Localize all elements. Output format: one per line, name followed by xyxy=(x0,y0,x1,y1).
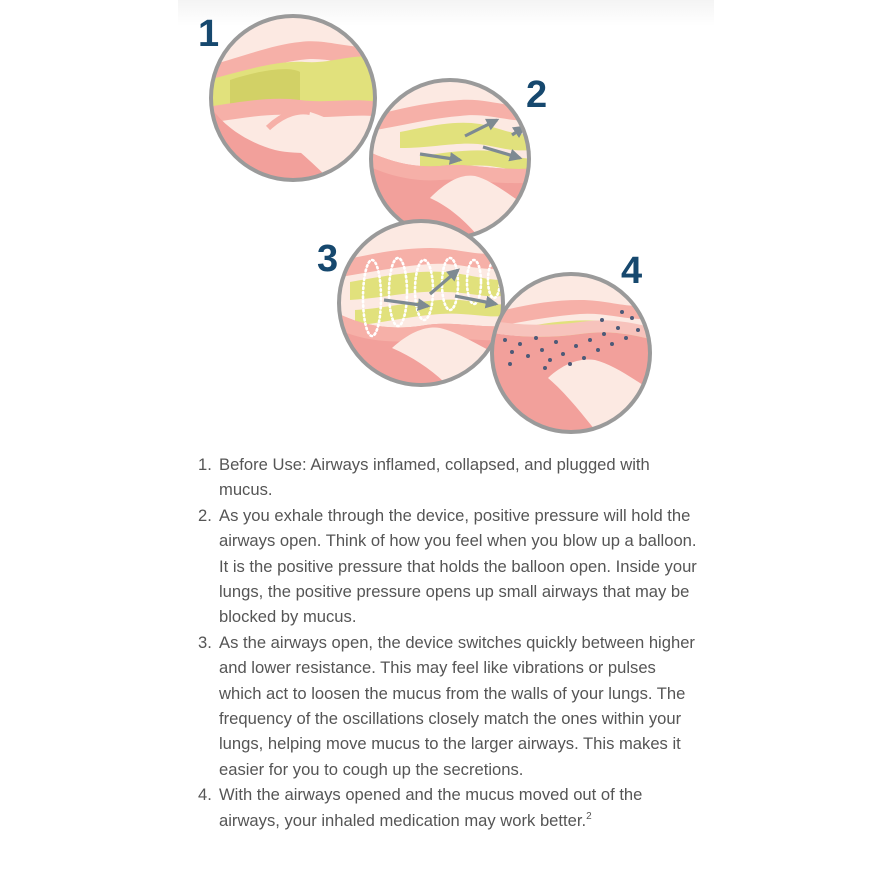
step-text: As you exhale through the device, positive pressure will hold the airways open. Think of how you feel when you blow up a balloon. It is the positive pressure that holds the balloon open. Inside your lungs, the positive pressure opens up small airways that may be blocked by mucus. xyxy=(219,505,697,627)
step-marker: 3. xyxy=(198,632,212,652)
step-marker: 2. xyxy=(198,505,212,525)
steps-list xyxy=(198,452,698,833)
panel-number-2: 2 xyxy=(526,74,548,116)
step-text: With the airways opened and the mucus moved out of the airways, your inhaled medication may work better. xyxy=(219,785,643,830)
step-item-1 xyxy=(198,452,698,503)
airway-circle-4 xyxy=(488,270,654,436)
step-text: Before Use: Airways inflamed, collapsed, and plugged with mucus. xyxy=(219,455,650,500)
panel-number-3: 3 xyxy=(317,238,339,280)
step-text: As the airways open, the device switches quickly between higher and lower resistance. This may feel like vibrations or pulses which act to loosen the mucus from the walls of your lungs. The frequency of the oscillations closely match the ones within your lungs, helping move mucus to the larger airways. This makes it easier for you to cough up the secretions. xyxy=(219,632,695,779)
panel-number-1: 1 xyxy=(198,13,220,55)
airway-illustration xyxy=(0,0,892,445)
step-item-2 xyxy=(198,503,698,630)
panel-number-4: 4 xyxy=(621,250,643,292)
step-item-3 xyxy=(198,630,698,782)
airway-circle-3 xyxy=(335,218,507,388)
step-marker: 1. xyxy=(198,455,212,474)
footnote-reference[interactable]: 2 xyxy=(586,810,592,822)
airway-circle-2 xyxy=(365,75,540,245)
airway-circle-1 xyxy=(200,0,390,190)
step-item-4 xyxy=(198,782,698,833)
step-marker: 4. xyxy=(198,785,212,805)
